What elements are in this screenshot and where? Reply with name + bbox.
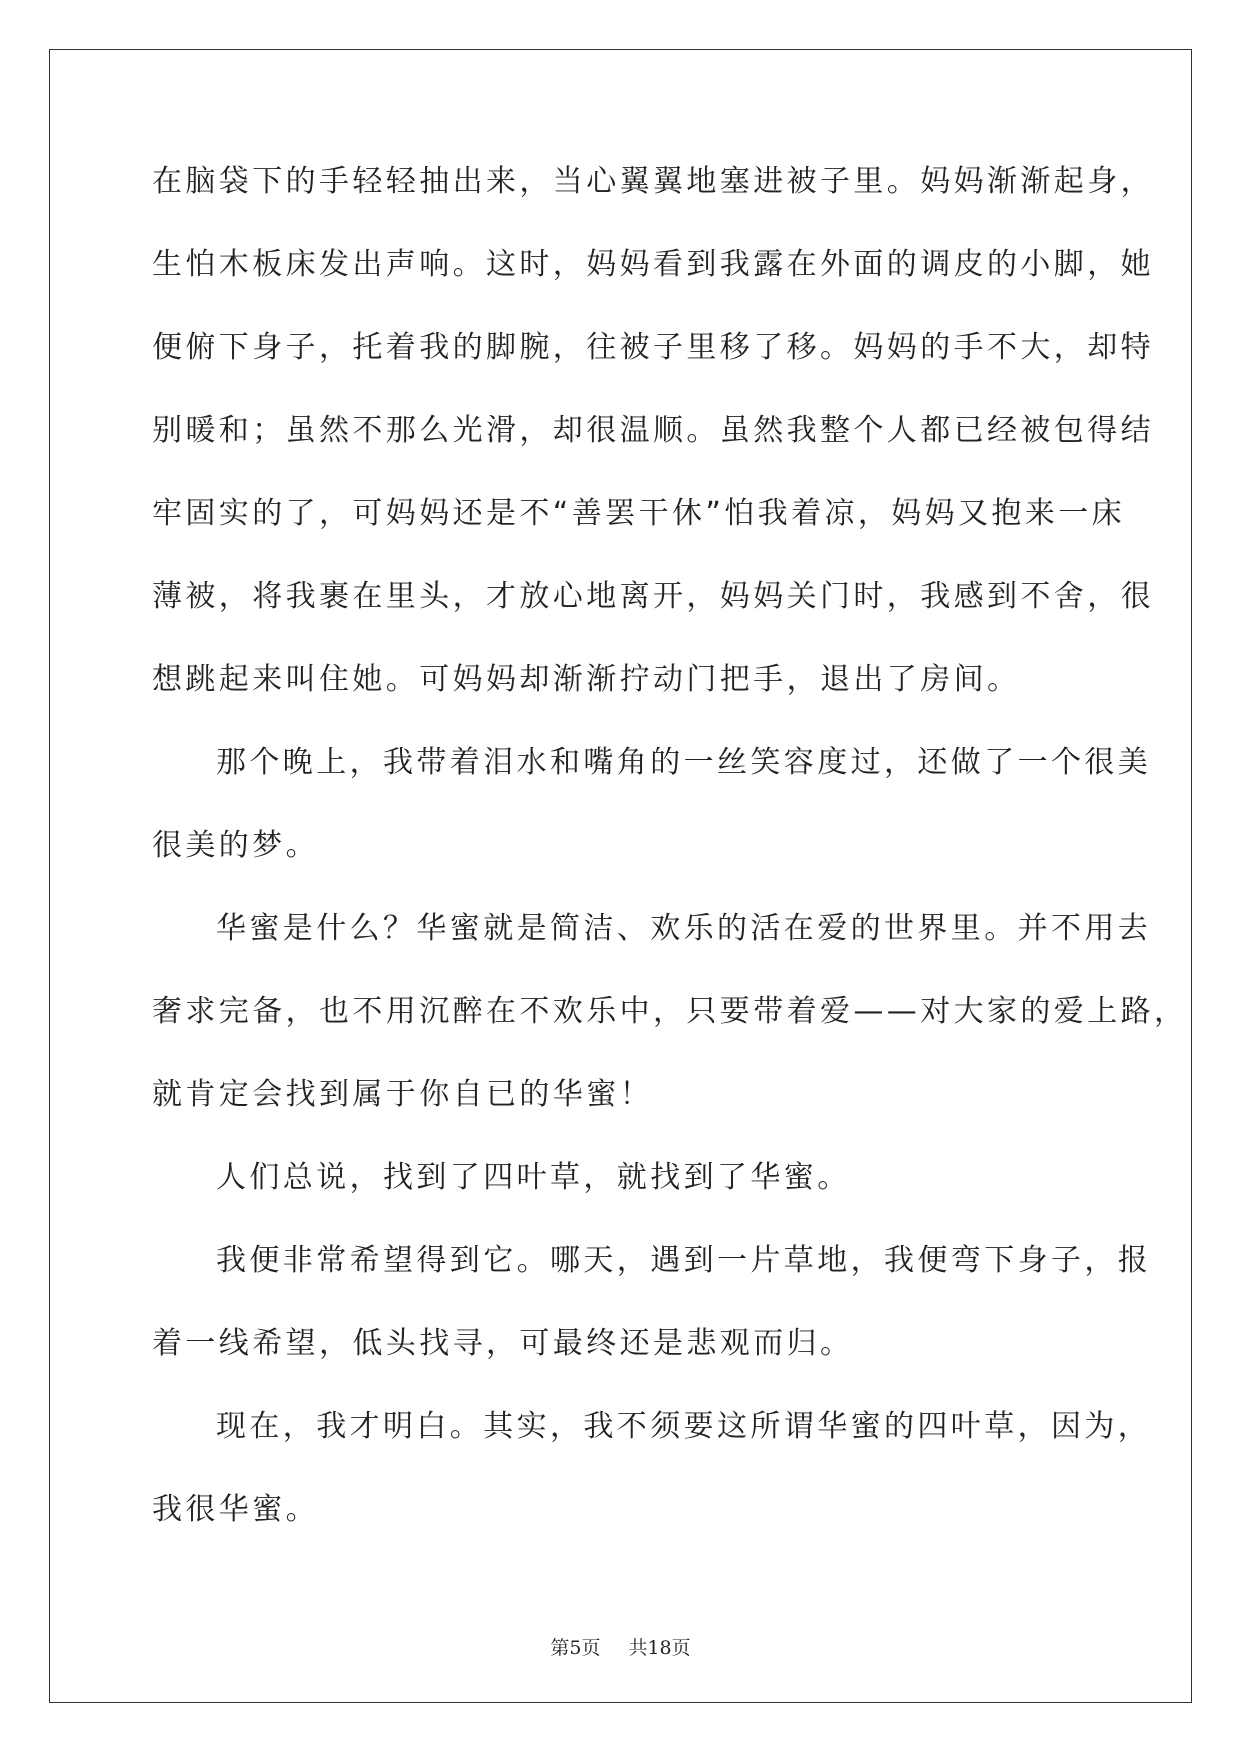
paragraph-first-line: 华蜜是什么？华蜜就是简洁、欢乐的活在爱的世界里。并不用去: [216, 911, 1152, 946]
text-line: 牢固实的了，可妈妈还是不“善罢干休”怕我着凉，妈妈又抱来一床: [152, 496, 1126, 531]
text-line: 便俯下身子，托着我的脚腕，往被子里移了移。妈妈的手不大，却特: [152, 330, 1154, 365]
page-total: 共18页: [628, 1637, 691, 1659]
paragraph-first-line: 我便非常希望得到它。哪天，遇到一片草地，我便弯下身子，报: [216, 1243, 1152, 1278]
text-line: 在脑袋下的手轻轻抽出来，当心翼翼地塞进被子里。妈妈渐渐起身，: [152, 164, 1154, 199]
page-footer: [0, 1633, 1241, 1660]
paragraph-first-line: 人们总说，找到了四叶草，就找到了华蜜。: [216, 1160, 851, 1195]
text-line: 薄被，将我裹在里头，才放心地离开，妈妈关门时，我感到不舍，很: [152, 579, 1154, 614]
text-line: 想跳起来叫住她。可妈妈却渐渐拧动门把手，退出了房间。: [152, 662, 1021, 697]
text-line: 生怕木板床发出声响。这时，妈妈看到我露在外面的调皮的小脚，她: [152, 247, 1154, 282]
document-body: [152, 162, 1188, 1573]
page-number: 第5页: [550, 1637, 601, 1659]
text-line: 别暖和；虽然不那么光滑，却很温顺。虽然我整个人都已经被包得结: [152, 413, 1154, 448]
text-line: 就肯定会找到属于你自已的华蜜！: [152, 1077, 653, 1112]
paragraph-first-line: 那个晚上，我带着泪水和嘴角的一丝笑容度过，还做了一个很美: [216, 745, 1152, 780]
text-line: 奢求完备，也不用沉醉在不欢乐中，只要带着爱——对大家的爱上路，: [152, 994, 1188, 1029]
paragraph-first-line: 现在，我才明白。其实，我不须要这所谓华蜜的四叶草，因为，: [216, 1409, 1152, 1444]
text-line: 很美的梦。: [152, 828, 319, 863]
text-line: 我很华蜜。: [152, 1492, 319, 1527]
text-line: 着一线希望，低头找寻，可最终还是悲观而归。: [152, 1326, 854, 1361]
